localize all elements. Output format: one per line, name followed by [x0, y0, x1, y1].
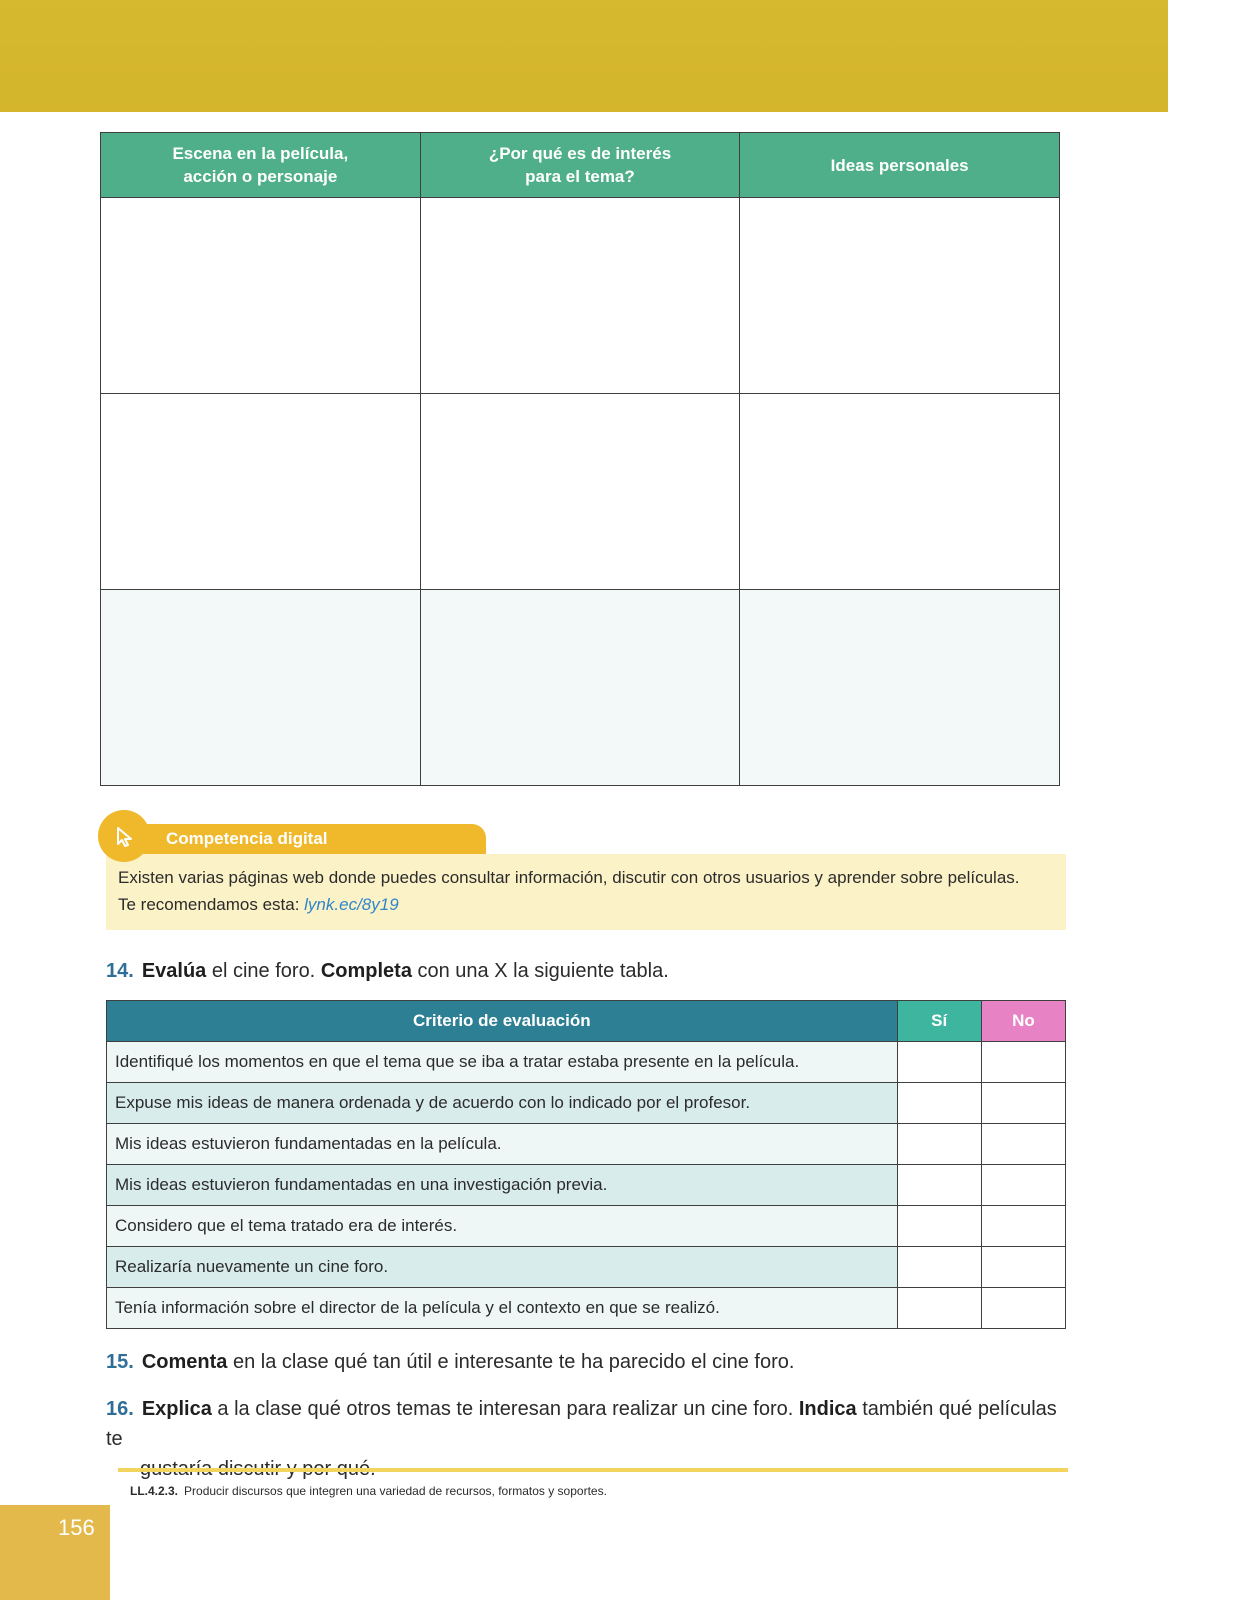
si-checkbox-cell[interactable] — [897, 1206, 981, 1247]
criterion-cell: Realizaría nuevamente un cine foro. — [107, 1247, 898, 1288]
question-14: 14. Evalúa el cine foro. Completa con una X la siguiente tabla. — [106, 960, 669, 982]
si-checkbox-cell[interactable] — [897, 1165, 981, 1206]
table-cell[interactable] — [420, 590, 740, 786]
col-header-criterio: Criterio de evaluación — [107, 1001, 898, 1042]
question-16: 16. Explica a la clase qué otros temas te interesan para realizar un cine foro. Indica también qué películas te — [106, 1394, 1066, 1484]
table-cell[interactable] — [740, 590, 1060, 786]
header-band — [0, 0, 1168, 112]
no-checkbox-cell[interactable] — [981, 1206, 1065, 1247]
page-margin — [1168, 0, 1236, 1600]
page-number: 156 — [0, 1505, 110, 1600]
criterion-cell: Identifiqué los momentos en que el tema que se iba a tratar estaba presente en la película. — [107, 1042, 898, 1083]
footer-divider — [118, 1468, 1068, 1472]
table-cell[interactable] — [101, 394, 421, 590]
no-checkbox-cell[interactable] — [981, 1124, 1065, 1165]
no-checkbox-cell[interactable] — [981, 1247, 1065, 1288]
question-15: 15. Comenta en la clase qué tan útil e interesante te ha parecido el cine foro. — [106, 1351, 795, 1373]
col-header-escena: Escena en la película, acción o personaje — [101, 133, 421, 198]
no-checkbox-cell[interactable] — [981, 1042, 1065, 1083]
si-checkbox-cell[interactable] — [897, 1288, 981, 1329]
col-header-interes: ¿Por qué es de interés para el tema? — [420, 133, 740, 198]
competencia-body — [106, 854, 1066, 930]
competencia-link[interactable]: lynk.ec/8y19 — [304, 895, 399, 914]
analysis-table — [100, 132, 1060, 786]
si-checkbox-cell[interactable] — [897, 1124, 981, 1165]
table-cell[interactable] — [101, 590, 421, 786]
footer-standard: LL.4.2.3. Producir discursos que integren una variedad de recursos, formatos y soportes. — [130, 1484, 607, 1498]
table-cell[interactable] — [740, 198, 1060, 394]
table-cell[interactable] — [420, 394, 740, 590]
competencia-title: Competencia digital — [128, 824, 486, 854]
criterion-cell: Tenía información sobre el director de la película y el contexto en que se realizó. — [107, 1288, 898, 1329]
col-header-no: No — [981, 1001, 1065, 1042]
cursor-click-icon — [98, 810, 150, 862]
criterion-cell: Considero que el tema tratado era de interés. — [107, 1206, 898, 1247]
criterion-cell: Mis ideas estuvieron fundamentadas en la película. — [107, 1124, 898, 1165]
no-checkbox-cell[interactable] — [981, 1083, 1065, 1124]
criterion-cell: Mis ideas estuvieron fundamentadas en una investigación previa. — [107, 1165, 898, 1206]
competencia-text: Existen varias páginas web donde puedes consultar información, discutir con otros usuarios y aprender sobre películas. — [118, 868, 1020, 887]
competencia-text2: Te recomendamos esta: — [118, 895, 305, 914]
col-header-si: Sí — [897, 1001, 981, 1042]
no-checkbox-cell[interactable] — [981, 1165, 1065, 1206]
si-checkbox-cell[interactable] — [897, 1083, 981, 1124]
si-checkbox-cell[interactable] — [897, 1247, 981, 1288]
si-checkbox-cell[interactable] — [897, 1042, 981, 1083]
col-header-ideas: Ideas personales — [740, 133, 1060, 198]
competencia-digital-box — [98, 810, 1066, 926]
evaluation-table — [106, 1000, 1066, 1329]
criterion-cell: Expuse mis ideas de manera ordenada y de acuerdo con lo indicado por el profesor. — [107, 1083, 898, 1124]
no-checkbox-cell[interactable] — [981, 1288, 1065, 1329]
table-cell[interactable] — [420, 198, 740, 394]
table-cell[interactable] — [740, 394, 1060, 590]
table-cell[interactable] — [101, 198, 421, 394]
